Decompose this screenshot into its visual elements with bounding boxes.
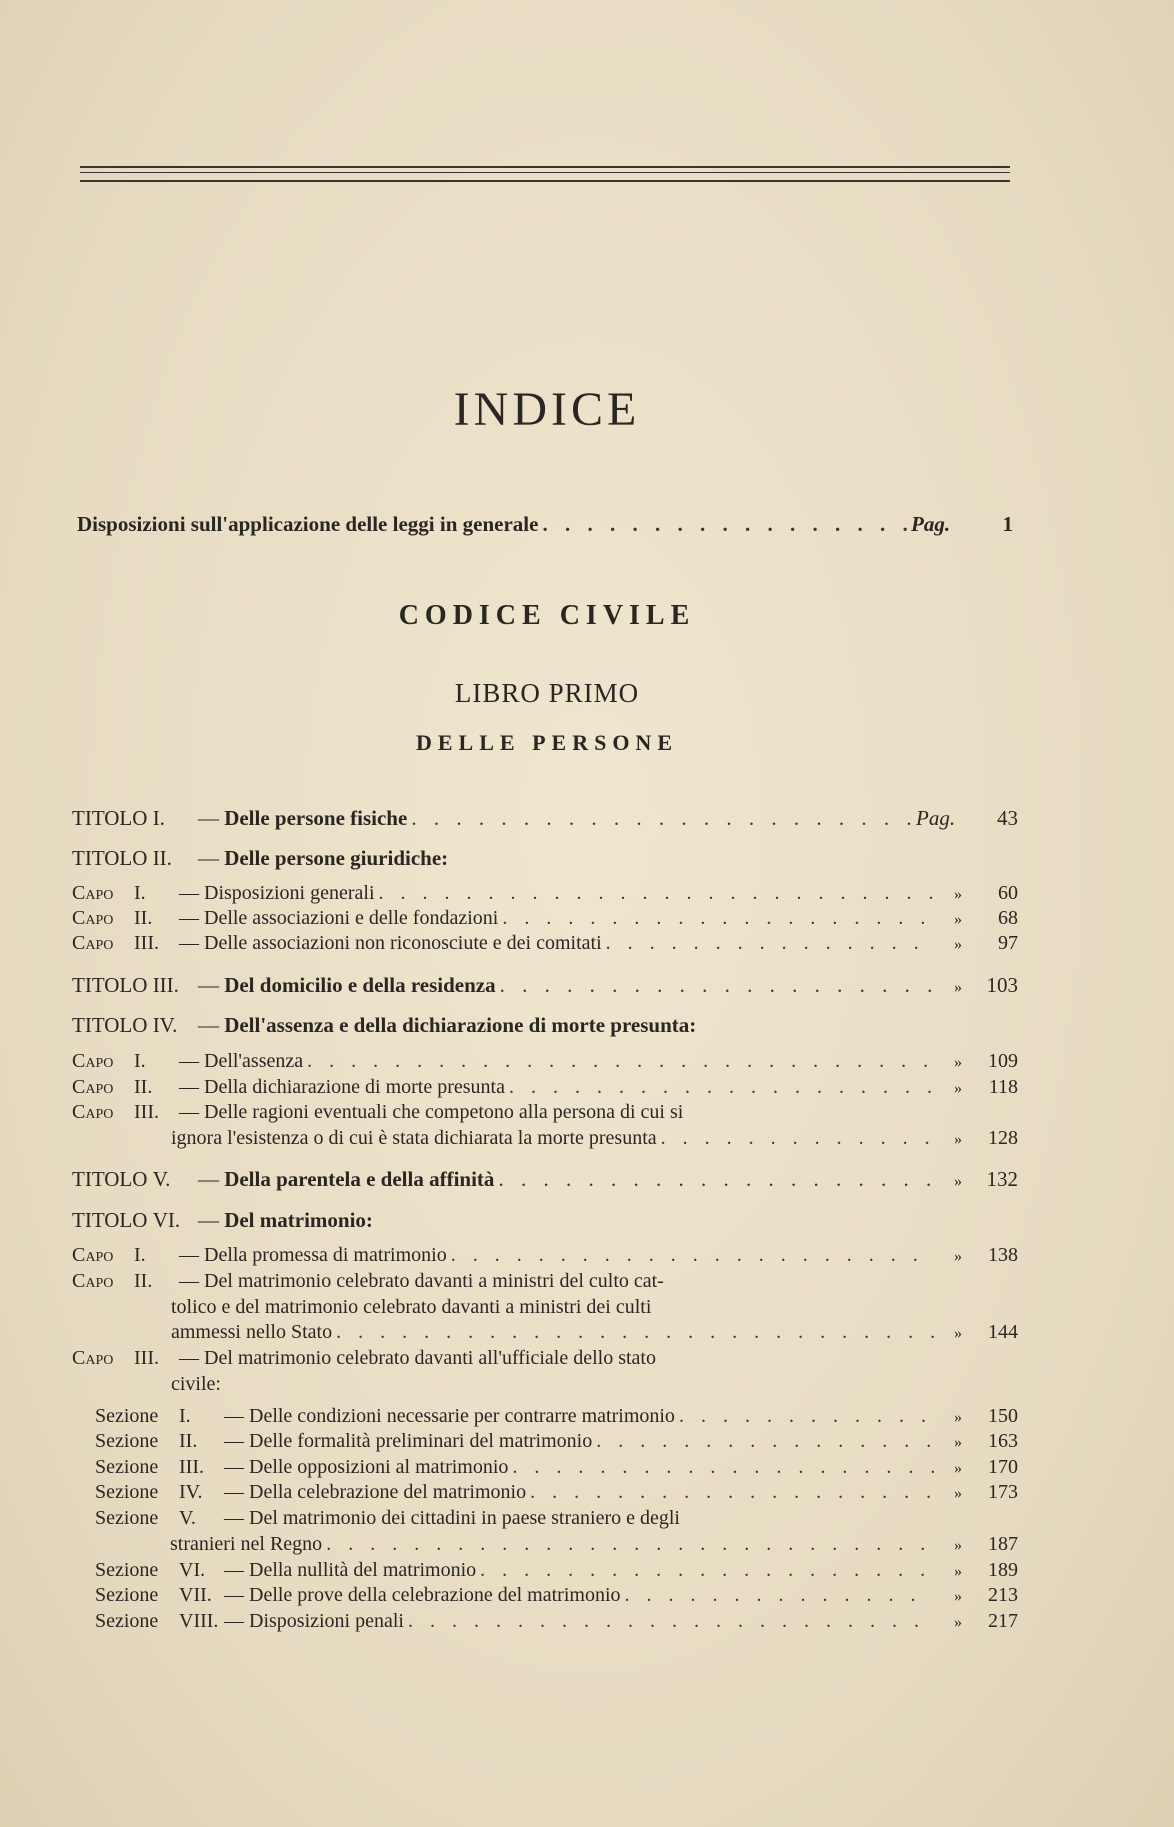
toc-entry-sezione: [95, 1481, 1018, 1504]
toc-entry-continuation: [170, 1533, 1018, 1556]
ditto-mark: »: [954, 979, 962, 996]
book-heading: LIBRO PRIMO: [454, 678, 640, 708]
ditto-mark: »: [954, 1434, 962, 1451]
entry-text: Delle persone fisiche: [224, 806, 408, 830]
leader-dots: [480, 1559, 934, 1582]
index-title: INDICE: [453, 383, 641, 436]
entry-text: Delle ragioni eventuali che competono alla persona di cui si: [204, 1101, 684, 1123]
preliminary-entry: [77, 512, 1013, 537]
entry-dash: —: [224, 1456, 244, 1478]
entry-text: Dell'assenza e della dichiarazione di morte presunta:: [224, 1013, 697, 1037]
leader-dots: [379, 882, 934, 905]
page-number: 109: [988, 1050, 1018, 1072]
toc-entry-titolo-2: [72, 846, 1018, 871]
entry-text-continued: civile:: [171, 1373, 221, 1395]
entry-kind: TITOLO: [72, 1013, 148, 1037]
leader-dots: [596, 1430, 934, 1453]
entry-kind: Sezione: [95, 1405, 159, 1427]
ditto-mark: »: [954, 911, 962, 928]
entry-kind: Capo: [72, 932, 114, 954]
entry-text: Del matrimonio celebrato davanti a ministri del culto cat-: [204, 1270, 664, 1292]
entry-dash: —: [197, 1167, 219, 1191]
entry-text: Del domicilio e della residenza: [224, 973, 496, 997]
entry-kind: Sezione: [95, 1559, 159, 1581]
ditto-mark: »: [954, 1054, 962, 1071]
entry-text-continued: tolico e del matrimonio celebrato davanti a ministri dei culti: [171, 1296, 652, 1318]
entry-dash: —: [179, 932, 199, 954]
leader-dots: [451, 1244, 934, 1267]
entry-kind: Sezione: [95, 1430, 159, 1452]
entry-dash: —: [224, 1559, 244, 1581]
leader-dots: [408, 1610, 934, 1633]
entry-dash: —: [197, 973, 219, 997]
toc-entry-capo: [72, 1050, 1018, 1073]
entry-numeral: II.: [179, 1430, 198, 1452]
pag-label: Pag.: [911, 512, 951, 536]
entry-dash: —: [224, 1481, 244, 1503]
page-number: 170: [988, 1456, 1018, 1478]
page-number: 1: [1002, 512, 1013, 536]
book-subtitle: DELLE PERSONE: [416, 730, 678, 755]
toc-entry-sezione: [95, 1405, 1018, 1428]
entry-numeral: III.: [134, 932, 159, 954]
ditto-mark: »: [954, 886, 962, 903]
entry-numeral: I.: [134, 1050, 146, 1072]
leader-dots: [512, 1456, 934, 1479]
entry-dash: —: [179, 882, 199, 904]
ditto-mark: »: [954, 1248, 962, 1265]
toc-entry-continuation: [171, 1321, 1018, 1344]
entry-text: Delle associazioni e delle fondazioni: [204, 907, 499, 929]
ditto-mark: »: [954, 1080, 962, 1097]
entry-kind: Capo: [72, 882, 114, 904]
toc-entry-capo: [72, 1101, 1018, 1124]
entry-text: Disposizioni penali: [249, 1610, 404, 1632]
leader-dots: [679, 1405, 934, 1428]
ditto-mark: »: [954, 1563, 962, 1580]
toc-entry-sezione: [95, 1559, 1018, 1582]
entry-kind: TITOLO: [72, 1167, 148, 1191]
entry-text: Del matrimonio celebrato davanti all'ufficiale dello stato: [204, 1347, 656, 1369]
page-number: 128: [988, 1127, 1018, 1149]
toc-entry-sezione: [95, 1456, 1018, 1479]
ditto-mark: »: [954, 936, 962, 953]
top-double-rule: [80, 166, 1010, 182]
entry-numeral: II.: [152, 846, 172, 870]
entry-kind: Capo: [72, 1101, 114, 1123]
entry-numeral: VI.: [179, 1559, 206, 1581]
page-number: 43: [997, 806, 1018, 830]
entry-kind: Sezione: [95, 1507, 159, 1529]
toc-entry-capo: [72, 1347, 1018, 1370]
page-number: 60: [998, 882, 1018, 904]
entry-kind: Sezione: [95, 1610, 159, 1632]
toc-entry-sezione: [95, 1610, 1018, 1633]
entry-dash: —: [179, 1101, 199, 1123]
entry-numeral: II.: [134, 907, 153, 929]
entry-text: Dell'assenza: [204, 1050, 304, 1072]
page-number: 163: [988, 1430, 1018, 1452]
page-number: 213: [988, 1584, 1018, 1606]
page-number: 103: [986, 973, 1018, 997]
entry-numeral: I.: [134, 1244, 146, 1266]
toc-entry-capo: [72, 1076, 1018, 1099]
entry-kind: TITOLO: [72, 806, 148, 830]
leader-dots: [606, 932, 934, 955]
ditto-mark: »: [954, 1325, 962, 1342]
entry-numeral: II.: [134, 1076, 153, 1098]
entry-text: Delle condizioni necessarie per contrarre matrimonio: [249, 1405, 675, 1427]
entry-kind: Capo: [72, 1050, 114, 1072]
entry-text: Del matrimonio:: [224, 1208, 373, 1232]
entry-dash: —: [224, 1430, 244, 1452]
page-number: 150: [988, 1405, 1018, 1427]
entry-numeral: III.: [179, 1456, 204, 1478]
entry-kind: Capo: [72, 1076, 114, 1098]
entry-numeral: I.: [179, 1405, 191, 1427]
toc-entry-capo: [72, 1244, 1018, 1267]
toc-entry-capo: [72, 932, 1018, 955]
toc-entry-capo: [72, 882, 1018, 905]
entry-numeral: IV.: [152, 1013, 178, 1037]
entry-text: Della celebrazione del matrimonio: [249, 1481, 527, 1503]
entry-kind: TITOLO: [72, 973, 148, 997]
ditto-mark: »: [954, 1131, 962, 1148]
entry-text: Della nullità del matrimonio: [249, 1559, 477, 1581]
toc-entry-titolo-6: [72, 1208, 1018, 1233]
page-number: 97: [998, 932, 1018, 954]
page-number: 132: [986, 1167, 1018, 1191]
entry-numeral: III.: [134, 1347, 159, 1369]
entry-dash: —: [179, 1244, 199, 1266]
preliminary-text: Disposizioni sull'applicazione delle leggi in generale: [77, 512, 539, 536]
entry-numeral: VIII.: [179, 1610, 219, 1632]
entry-numeral: VII.: [179, 1584, 212, 1606]
entry-numeral: V.: [179, 1507, 196, 1529]
ditto-mark: »: [954, 1485, 962, 1502]
page-number: 118: [988, 1076, 1018, 1098]
entry-dash: —: [179, 1076, 199, 1098]
leader-dots: [661, 1127, 934, 1150]
leader-dots: [542, 512, 907, 537]
page-number: 189: [988, 1559, 1018, 1581]
toc-entry-sezione: [95, 1507, 1018, 1530]
leader-dots: [625, 1584, 934, 1607]
toc-entry-titolo-1: [72, 806, 1018, 831]
toc-entry-capo: [72, 1270, 1018, 1293]
ditto-mark: »: [954, 1614, 962, 1631]
toc-entry-continuation: [171, 1127, 1018, 1150]
page-number: 144: [988, 1321, 1018, 1343]
entry-kind: Sezione: [95, 1584, 159, 1606]
entry-dash: —: [224, 1405, 244, 1427]
page-number: 187: [988, 1533, 1018, 1555]
entry-dash: —: [179, 907, 199, 929]
toc-entry-titolo-5: [72, 1167, 1018, 1192]
entry-kind: TITOLO: [72, 1208, 148, 1232]
leader-dots: [336, 1321, 934, 1344]
page-number: 217: [988, 1610, 1018, 1632]
page-number: 68: [998, 907, 1018, 929]
entry-text-continued: ammessi nello Stato: [171, 1321, 333, 1343]
entry-kind: TITOLO: [72, 846, 148, 870]
entry-dash: —: [179, 1347, 199, 1369]
entry-numeral: VI.: [152, 1208, 181, 1232]
entry-text: Disposizioni generali: [204, 882, 375, 904]
entry-kind: Sezione: [95, 1456, 159, 1478]
entry-text: Del matrimonio dei cittadini in paese straniero e degli: [249, 1507, 680, 1529]
entry-text: Delle associazioni non riconosciute e dei comitati: [204, 932, 602, 954]
entry-dash: —: [224, 1584, 244, 1606]
entry-dash: —: [224, 1610, 244, 1632]
entry-text: Delle formalità preliminari del matrimonio: [249, 1430, 593, 1452]
entry-numeral: I.: [152, 806, 165, 830]
entry-kind: Capo: [72, 907, 114, 929]
entry-kind: Capo: [72, 1270, 114, 1292]
entry-numeral: IV.: [179, 1481, 203, 1503]
toc-entry-capo: [72, 907, 1018, 930]
entry-kind: Capo: [72, 1244, 114, 1266]
page-number: 173: [988, 1481, 1018, 1503]
ditto-mark: »: [954, 1409, 962, 1426]
toc-entry-titolo-3: [72, 973, 1018, 998]
entry-dash: —: [197, 1208, 219, 1232]
code-heading: CODICE CIVILE: [398, 600, 696, 631]
entry-kind: Capo: [72, 1347, 114, 1369]
entry-text: Della promessa di matrimonio: [204, 1244, 447, 1266]
entry-dash: —: [224, 1507, 244, 1529]
leader-dots: [530, 1481, 934, 1504]
page-number: 138: [988, 1244, 1018, 1266]
entry-dash: —: [197, 846, 219, 870]
entry-numeral: III.: [152, 973, 179, 997]
entry-numeral: I.: [134, 882, 146, 904]
pag-label: Pag.: [916, 806, 956, 830]
toc-entry-titolo-4: [72, 1013, 1018, 1038]
entry-text: Della parentela e della affinità: [224, 1167, 495, 1191]
entry-numeral: II.: [134, 1270, 153, 1292]
entry-dash: —: [179, 1050, 199, 1072]
entry-text-continued: stranieri nel Regno: [170, 1533, 323, 1555]
entry-dash: —: [197, 1013, 219, 1037]
ditto-mark: »: [954, 1460, 962, 1477]
entry-dash: —: [179, 1270, 199, 1292]
leader-dots: [411, 806, 912, 831]
leader-dots: [326, 1533, 934, 1556]
entry-text: Delle prove della celebrazione del matrimonio: [249, 1584, 621, 1606]
ditto-mark: »: [954, 1588, 962, 1605]
entry-text: Delle persone giuridiche:: [224, 846, 449, 870]
toc-entry-sezione: [95, 1430, 1018, 1453]
leader-dots: [502, 907, 934, 930]
ditto-mark: »: [954, 1173, 962, 1190]
entry-text: Della dichiarazione di morte presunta: [204, 1076, 505, 1098]
toc-entry-sezione: [95, 1584, 1018, 1607]
entry-numeral: III.: [134, 1101, 159, 1123]
entry-kind: Sezione: [95, 1481, 159, 1503]
leader-dots: [500, 973, 934, 998]
leader-dots: [307, 1050, 934, 1073]
ditto-mark: »: [954, 1537, 962, 1554]
entry-numeral: V.: [152, 1167, 171, 1191]
entry-text: Delle opposizioni al matrimonio: [249, 1456, 509, 1478]
leader-dots: [509, 1076, 934, 1099]
leader-dots: [498, 1167, 934, 1192]
entry-dash: —: [197, 806, 219, 830]
entry-text-continued: ignora l'esistenza o di cui è stata dichiarata la morte presunta: [171, 1127, 657, 1149]
